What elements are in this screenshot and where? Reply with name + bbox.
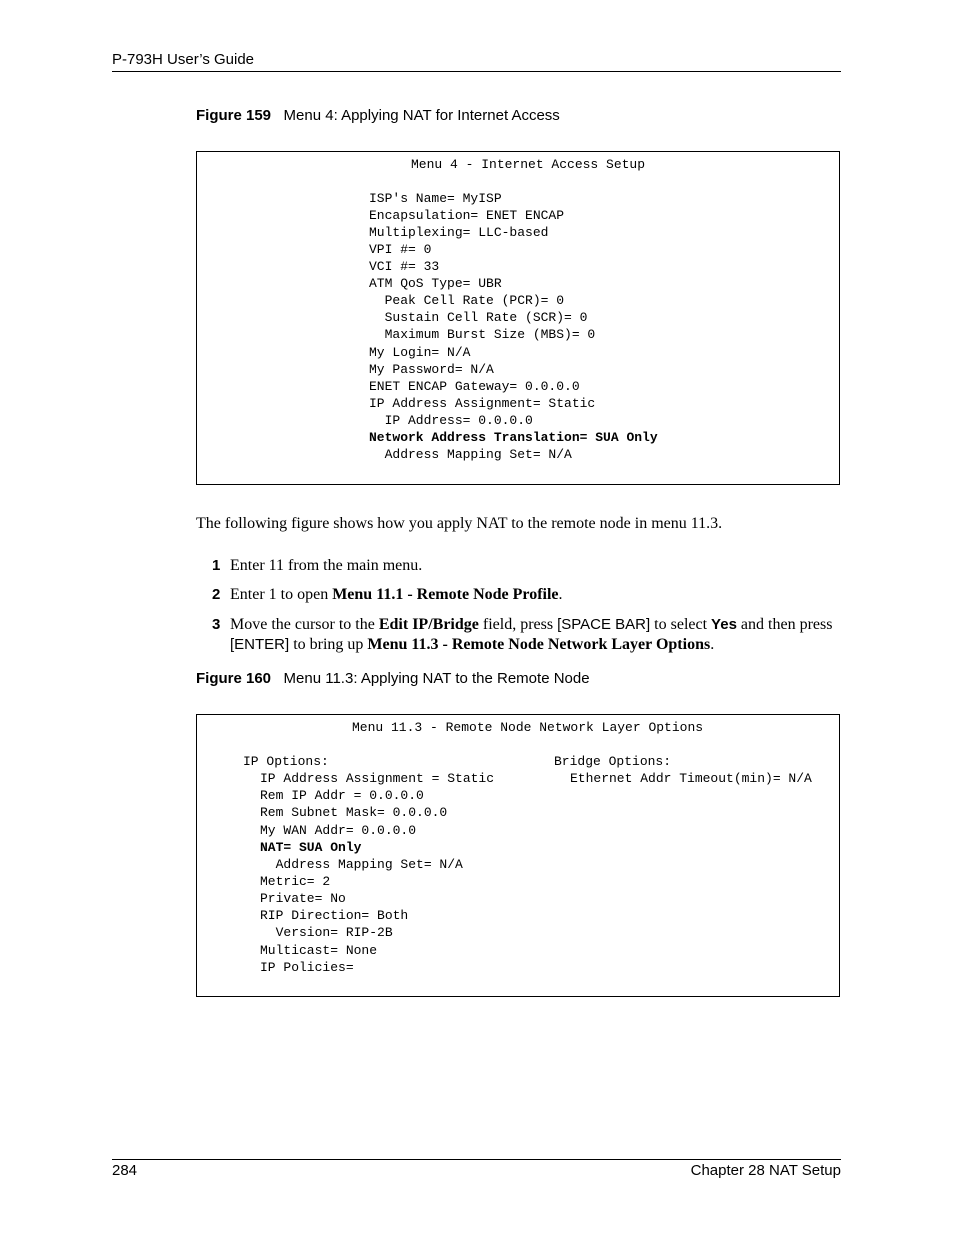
ip-option-line: IP Policies=	[260, 960, 354, 975]
step-1	[212, 556, 842, 576]
step-text-part: Enter 1 to open	[230, 586, 333, 603]
step-text	[230, 615, 842, 655]
menu-4-nat-line: Network Address Translation= SUA Only	[369, 430, 658, 445]
figure-159-caption-text: Menu 4: Applying NAT for Internet Access	[283, 107, 560, 124]
figure-160-label: Figure 160	[196, 670, 272, 687]
header-rule	[112, 71, 841, 72]
step-text-part: field, press	[478, 616, 558, 633]
ip-option-line: RIP Direction= Both	[260, 908, 409, 923]
menu-11-3-title: Menu 11.3 - Remote Node Network Layer Options	[352, 720, 704, 735]
menu-name-bold: Menu 11.1 - Remote Node Profile	[332, 586, 559, 603]
key-enter: [ENTER]	[230, 636, 290, 653]
menu-4-line: Multiplexing= LLC-based	[369, 225, 549, 240]
menu-4-line: Sustain Cell Rate (SCR)= 0	[369, 310, 588, 325]
figure-160-screen	[196, 714, 840, 997]
bridge-option-line: Ethernet Addr Timeout(min)= N/A	[570, 771, 812, 786]
menu-4-line: Maximum Burst Size (MBS)= 0	[369, 327, 596, 342]
menu-4-line: My Password= N/A	[369, 362, 494, 377]
intro-paragraph: The following figure shows how you apply NAT to the remote node in menu 11.3.	[196, 515, 723, 532]
ip-option-line: Address Mapping Set= N/A	[260, 857, 463, 872]
step-text-part: .	[710, 636, 715, 653]
ip-option-line: Rem Subnet Mask= 0.0.0.0	[260, 805, 448, 820]
menu-4-line: VPI #= 0	[369, 242, 432, 257]
figure-159-caption	[196, 107, 560, 124]
menu-4-line: ISP's Name= MyISP	[369, 191, 502, 206]
chapter-title: Chapter 28 NAT Setup	[690, 1162, 841, 1179]
menu-4-line: My Login= N/A	[369, 345, 471, 360]
menu-4-line: Encapsulation= ENET ENCAP	[369, 208, 565, 223]
bridge-options-header: Bridge Options:	[554, 754, 672, 769]
step-text: Enter 11 from the main menu.	[230, 557, 423, 574]
figure-160-caption-text: Menu 11.3: Applying NAT to the Remote Node	[283, 670, 590, 687]
ip-option-line: IP Address Assignment = Static	[260, 771, 495, 786]
ip-option-line: Private= No	[260, 891, 346, 906]
step-number: 2	[212, 586, 221, 603]
step-text-part: Move the cursor to the	[230, 616, 379, 633]
ip-option-line: My WAN Addr= 0.0.0.0	[260, 823, 417, 838]
step-3	[212, 615, 842, 657]
menu-4-line: ATM QoS Type= UBR	[369, 276, 502, 291]
menu-4-line: VCI #= 33	[369, 259, 440, 274]
menu-4-line: IP Address= 0.0.0.0	[369, 413, 533, 428]
step-text-part: to select	[650, 616, 712, 633]
menu-4-line: Address Mapping Set= N/A	[369, 447, 572, 462]
ip-option-nat-line: NAT= SUA Only	[260, 840, 362, 855]
ip-options-header: IP Options:	[243, 754, 329, 769]
key-space-bar: [SPACE BAR]	[557, 616, 651, 633]
menu-4-title: Menu 4 - Internet Access Setup	[411, 157, 646, 172]
footer-rule	[112, 1159, 841, 1160]
ip-option-line: Metric= 2	[260, 874, 331, 889]
menu-4-line: ENET ENCAP Gateway= 0.0.0.0	[369, 379, 580, 394]
step-number: 1	[212, 557, 221, 574]
figure-160-caption	[196, 670, 590, 687]
page-number: 284	[112, 1162, 138, 1179]
ip-option-line: Rem IP Addr = 0.0.0.0	[260, 788, 424, 803]
step-number: 3	[212, 616, 221, 633]
menu-4-line: IP Address Assignment= Static	[369, 396, 596, 411]
menu-name-bold: Menu 11.3 - Remote Node Network Layer Options	[367, 636, 711, 653]
menu-4-line: Peak Cell Rate (PCR)= 0	[369, 293, 565, 308]
figure-159-label: Figure 159	[196, 107, 272, 124]
field-name-bold: Edit IP/Bridge	[378, 616, 479, 633]
figure-159-screen	[196, 151, 840, 485]
step-text	[230, 585, 842, 605]
step-text-part: to bring up	[289, 636, 368, 653]
ip-option-line: Multicast= None	[260, 943, 378, 958]
value-yes: Yes	[711, 616, 737, 633]
ip-option-line: Version= RIP-2B	[260, 925, 393, 940]
step-text-part: and then press	[736, 616, 833, 633]
step-text-part: .	[558, 586, 563, 603]
step-2	[212, 585, 842, 605]
page-header-title: P-793H User’s Guide	[112, 51, 255, 68]
